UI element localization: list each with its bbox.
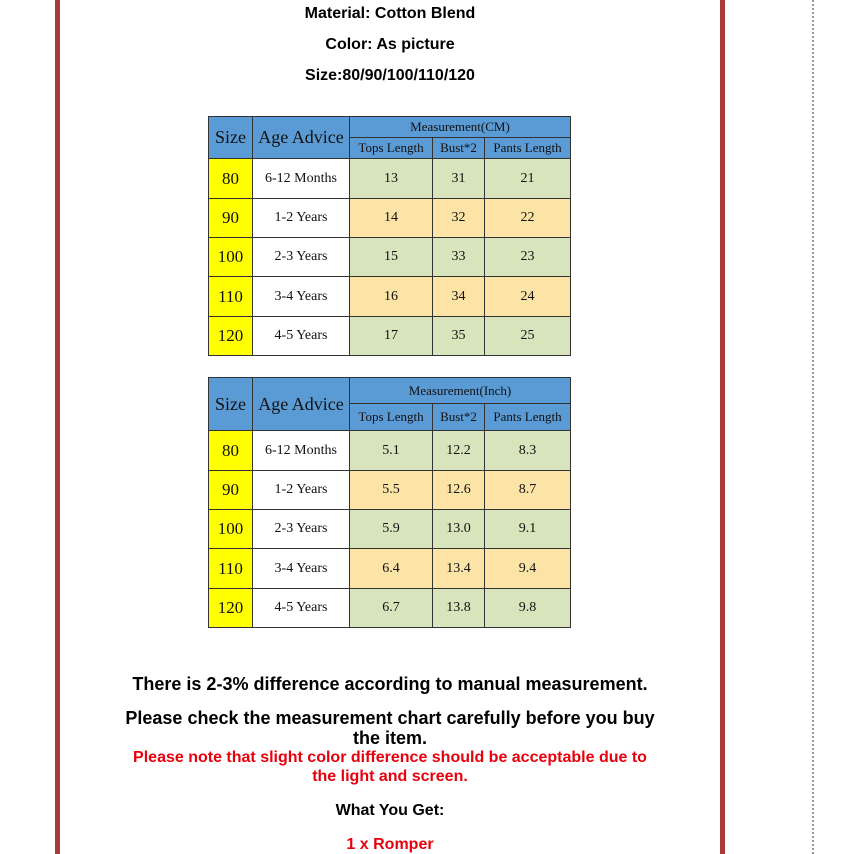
- pants-length-cell: 21: [485, 159, 571, 199]
- what-you-get-heading: What You Get:: [335, 802, 445, 819]
- color-difference-note-line2: the light and screen.: [312, 768, 468, 785]
- measurement-difference-note: There is 2-3% difference according to manual measurement.: [132, 674, 648, 694]
- size-cell: 80: [209, 159, 253, 199]
- tops-length-cell: 13: [350, 159, 433, 199]
- pants-length-cell: 9.8: [485, 589, 571, 628]
- bust-cell: 32: [433, 199, 485, 238]
- table-row: [209, 159, 571, 199]
- size-list-text: Size:80/90/100/110/120: [305, 67, 475, 84]
- size-cell: 100: [209, 238, 253, 277]
- age-cell: 6-12 Months: [253, 431, 350, 471]
- right-frame-border: [720, 0, 725, 854]
- table-row: [209, 199, 571, 238]
- bust-cell: 13.0: [433, 510, 485, 549]
- size-cell: 90: [209, 199, 253, 238]
- header-measurement-group: Measurement(Inch): [350, 378, 571, 404]
- tops-length-cell: 5.9: [350, 510, 433, 549]
- age-cell: 1-2 Years: [253, 471, 350, 510]
- table-row: [209, 431, 571, 471]
- tops-length-cell: 16: [350, 277, 433, 317]
- tops-length-cell: 5.1: [350, 431, 433, 471]
- pants-length-cell: 9.1: [485, 510, 571, 549]
- table-row: [209, 589, 571, 628]
- bust-cell: 12.2: [433, 431, 485, 471]
- table-row: [209, 471, 571, 510]
- size-cell: 110: [209, 549, 253, 589]
- header-size: Size: [209, 117, 253, 159]
- pants-length-cell: 9.4: [485, 549, 571, 589]
- color-difference-note-line1: Please note that slight color difference should be acceptable due to: [133, 749, 647, 766]
- age-cell: 6-12 Months: [253, 159, 350, 199]
- header-pants-length: Pants Length: [485, 138, 571, 159]
- size-cell: 120: [209, 317, 253, 356]
- pants-length-cell: 24: [485, 277, 571, 317]
- check-chart-note-line2: the item.: [352, 728, 427, 748]
- size-cell: 110: [209, 277, 253, 317]
- age-cell: 3-4 Years: [253, 277, 350, 317]
- header-bust: Bust*2: [433, 404, 485, 431]
- table-row: [209, 238, 571, 277]
- bust-cell: 35: [433, 317, 485, 356]
- header-age-advice: Age Advice: [253, 117, 350, 159]
- bust-cell: 34: [433, 277, 485, 317]
- table-row: [209, 277, 571, 317]
- header-bust: Bust*2: [433, 138, 485, 159]
- tops-length-cell: 14: [350, 199, 433, 238]
- bust-cell: 13.4: [433, 549, 485, 589]
- header-pants-length: Pants Length: [485, 404, 571, 431]
- pants-length-cell: 23: [485, 238, 571, 277]
- tops-length-cell: 5.5: [350, 471, 433, 510]
- size-chart-cm: [208, 116, 571, 356]
- size-chart-inch: [208, 377, 571, 628]
- table-row: [209, 510, 571, 549]
- age-cell: 4-5 Years: [253, 589, 350, 628]
- tops-length-cell: 6.4: [350, 549, 433, 589]
- bust-cell: 31: [433, 159, 485, 199]
- size-cell: 120: [209, 589, 253, 628]
- check-chart-note-line1: Please check the measurement chart carefully before you buy: [125, 708, 655, 728]
- age-cell: 3-4 Years: [253, 549, 350, 589]
- tops-length-cell: 6.7: [350, 589, 433, 628]
- pants-length-cell: 22: [485, 199, 571, 238]
- tops-length-cell: 17: [350, 317, 433, 356]
- age-cell: 2-3 Years: [253, 510, 350, 549]
- header-measurement-group: Measurement(CM): [350, 117, 571, 138]
- package-item-text: 1 x Romper: [346, 836, 434, 853]
- dotted-page-edge: [812, 0, 814, 854]
- header-tops-length: Tops Length: [350, 138, 433, 159]
- bust-cell: 12.6: [433, 471, 485, 510]
- age-cell: 2-3 Years: [253, 238, 350, 277]
- size-cell: 100: [209, 510, 253, 549]
- pants-length-cell: 8.3: [485, 431, 571, 471]
- table-row: [209, 549, 571, 589]
- header-size: Size: [209, 378, 253, 431]
- tops-length-cell: 15: [350, 238, 433, 277]
- age-cell: 1-2 Years: [253, 199, 350, 238]
- pants-length-cell: 8.7: [485, 471, 571, 510]
- header-tops-length: Tops Length: [350, 404, 433, 431]
- size-cell: 90: [209, 471, 253, 510]
- pants-length-cell: 25: [485, 317, 571, 356]
- material-text: Material: Cotton Blend: [304, 5, 476, 22]
- size-cell: 80: [209, 431, 253, 471]
- bust-cell: 33: [433, 238, 485, 277]
- color-text: Color: As picture: [325, 36, 455, 53]
- header-age-advice: Age Advice: [253, 378, 350, 431]
- age-cell: 4-5 Years: [253, 317, 350, 356]
- table-row: [209, 317, 571, 356]
- bust-cell: 13.8: [433, 589, 485, 628]
